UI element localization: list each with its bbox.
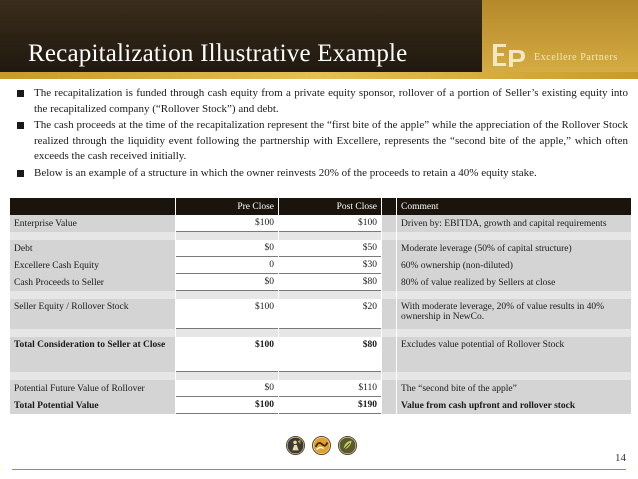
table-row xyxy=(10,240,631,257)
post-close-value: $110 xyxy=(279,380,381,397)
post-close-value: $50 xyxy=(279,240,381,257)
pre-close-value: $100 xyxy=(176,299,278,329)
table-row xyxy=(10,274,631,291)
post-close-value: $20 xyxy=(279,299,381,329)
row-label: Debt xyxy=(10,240,175,257)
table-header-row xyxy=(10,198,631,215)
footer-divider xyxy=(12,469,626,470)
header-label xyxy=(10,198,175,215)
footer-icon-group xyxy=(286,436,356,456)
row-comment: Excludes value potential of Rollover Stock xyxy=(397,337,631,372)
pre-close-value: 0 xyxy=(176,257,278,274)
square-bullet-icon xyxy=(17,170,24,177)
bullet-item: The recapitalization is funded through cash equity from a private equity sponsor, rollover of a portion of Seller’s existing equity into the recapitalized company (“Rollover Stock”) and debt. xyxy=(14,86,628,117)
pre-close-value: $100 xyxy=(176,215,278,232)
post-close-value: $190 xyxy=(279,397,381,414)
row-label: Cash Proceeds to Seller xyxy=(10,274,175,291)
row-label: Total Consideration to Seller at Close xyxy=(10,337,175,372)
pre-close-value: $0 xyxy=(176,240,278,257)
brand-name: Excellere Partners xyxy=(534,52,618,63)
row-label: Excellere Cash Equity xyxy=(10,257,175,274)
leaf-icon xyxy=(338,436,357,455)
bullet-list xyxy=(14,86,628,182)
row-label: Total Potential Value xyxy=(10,397,175,414)
header-pre-close: Pre Close xyxy=(176,198,278,215)
table-row xyxy=(10,299,631,329)
table-row xyxy=(10,380,631,397)
page-number: 14 xyxy=(615,452,626,464)
bullet-item: The cash proceeds at the time of the recapitalization represent the “first bite of the apple” while the appreciation of the Rollover Stock realized through the liquidity event following the partnership with Excellere, represents the “second bite of the apple,” which often exceeds the cash received initially. xyxy=(14,118,628,165)
row-label: Enterprise Value xyxy=(10,215,175,232)
header-comment: Comment xyxy=(397,198,631,215)
row-comment: Driven by: EBITDA, growth and capital requirements xyxy=(397,215,631,232)
post-close-value: $100 xyxy=(279,215,381,232)
header-gap xyxy=(382,198,396,215)
row-comment: The “second bite of the apple” xyxy=(397,380,631,397)
pre-close-value: $100 xyxy=(176,337,278,372)
bullet-item: Below is an example of a structure in which the owner reinvests 20% of the proceeds to retain a 40% equity stake. xyxy=(14,166,628,182)
row-label: Seller Equity / Rollover Stock xyxy=(10,299,175,329)
table-row xyxy=(10,215,631,232)
row-comment: 60% ownership (non-diluted) xyxy=(397,257,631,274)
guide-person-icon xyxy=(286,436,305,455)
row-label: Potential Future Value of Rollover xyxy=(10,380,175,397)
row-comment: Value from cash upfront and rollover stock xyxy=(397,397,631,414)
brand-logo xyxy=(490,42,638,68)
post-close-value: $80 xyxy=(279,337,381,372)
row-comment: 80% of value realized by Sellers at close xyxy=(397,274,631,291)
row-comment: Moderate leverage (50% of capital structure) xyxy=(397,240,631,257)
table-row-total-close xyxy=(10,337,631,372)
wave-swirl-icon xyxy=(312,436,331,455)
square-bullet-icon xyxy=(17,122,24,129)
post-close-value: $80 xyxy=(279,274,381,291)
pre-close-value: $0 xyxy=(176,380,278,397)
header-post-close: Post Close xyxy=(279,198,381,215)
table-row xyxy=(10,257,631,274)
post-close-value: $30 xyxy=(279,257,381,274)
recap-table xyxy=(9,198,632,414)
table-row-total-potential xyxy=(10,397,631,414)
row-comment: With moderate leverage, 20% of value results in 40% ownership in NewCo. xyxy=(397,299,631,329)
square-bullet-icon xyxy=(17,90,24,97)
header-gold-stripe xyxy=(0,72,638,79)
ep-logo-icon xyxy=(490,42,530,68)
pre-close-value: $100 xyxy=(176,397,278,414)
pre-close-value: $0 xyxy=(176,274,278,291)
page-title: Recapitalization Illustrative Example xyxy=(28,40,408,67)
